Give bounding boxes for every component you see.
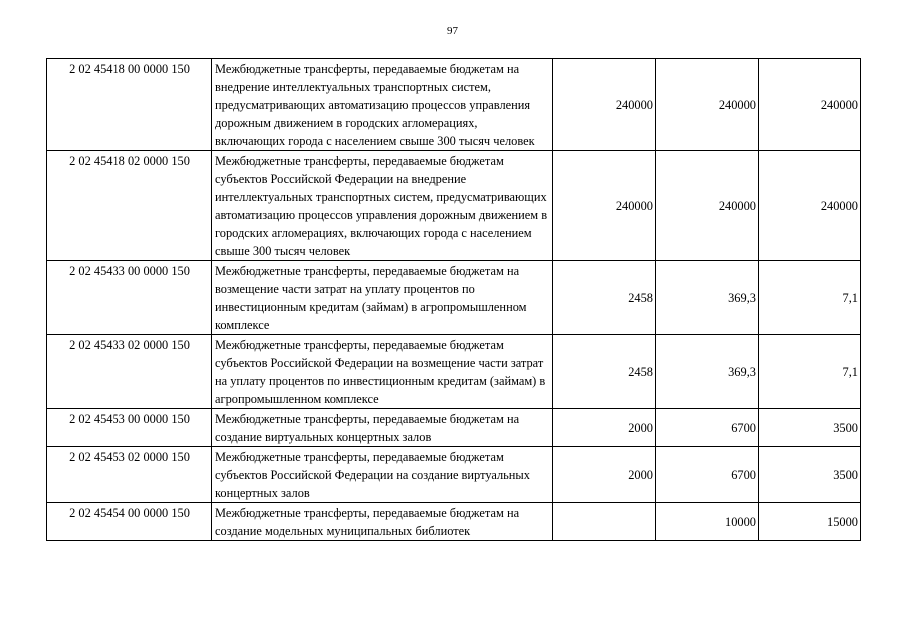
amount-year-1-cell: 2458 — [553, 335, 656, 409]
budget-code-cell: 2 02 45433 02 0000 150 — [47, 335, 212, 409]
amount-year-2-cell: 369,3 — [656, 261, 759, 335]
budget-code-cell: 2 02 45418 00 0000 150 — [47, 59, 212, 151]
description-cell: Межбюджетные трансферты, передаваемые бюджетам на внедрение интеллектуальных транспортных систем, предусматривающих автоматизацию процессов управления дорожным движением в городских агломерациях, включающих города с населением свыше 300 тысяч человек — [212, 59, 553, 151]
table-row — [47, 409, 861, 447]
amount-year-3-cell: 240000 — [759, 151, 861, 261]
amount-year-2-cell: 240000 — [656, 59, 759, 151]
budget-code-cell: 2 02 45453 00 0000 150 — [47, 409, 212, 447]
amount-year-1-cell: 240000 — [553, 151, 656, 261]
amount-year-1-cell: 240000 — [553, 59, 656, 151]
amount-year-3-cell: 7,1 — [759, 335, 861, 409]
budget-revenue-table — [46, 58, 861, 541]
budget-code-cell: 2 02 45418 02 0000 150 — [47, 151, 212, 261]
budget-code-cell: 2 02 45433 00 0000 150 — [47, 261, 212, 335]
amount-year-2-cell: 6700 — [656, 409, 759, 447]
amount-year-2-cell: 240000 — [656, 151, 759, 261]
amount-year-2-cell: 369,3 — [656, 335, 759, 409]
description-cell: Межбюджетные трансферты, передаваемые бюджетам на возмещение части затрат на уплату процентов по инвестиционным кредитам (займам) в агропромышленном комплексе — [212, 261, 553, 335]
amount-year-2-cell: 6700 — [656, 447, 759, 503]
amount-year-3-cell: 15000 — [759, 503, 861, 541]
table-row — [47, 335, 861, 409]
amount-year-2-cell: 10000 — [656, 503, 759, 541]
budget-code-cell: 2 02 45454 00 0000 150 — [47, 503, 212, 541]
budget-code-cell: 2 02 45453 02 0000 150 — [47, 447, 212, 503]
table-row — [47, 59, 861, 151]
amount-year-3-cell: 7,1 — [759, 261, 861, 335]
description-cell: Межбюджетные трансферты, передаваемые бюджетам субъектов Российской Федерации на возмещение части затрат на уплату процентов по инвестиционным кредитам (займам) в агропромышленном комплексе — [212, 335, 553, 409]
amount-year-3-cell: 3500 — [759, 409, 861, 447]
description-cell: Межбюджетные трансферты, передаваемые бюджетам субъектов Российской Федерации на создание виртуальных концертных залов — [212, 447, 553, 503]
description-cell: Межбюджетные трансферты, передаваемые бюджетам на создание модельных муниципальных библиотек — [212, 503, 553, 541]
table-row — [47, 503, 861, 541]
amount-year-1-cell: 2000 — [553, 409, 656, 447]
table-row — [47, 261, 861, 335]
table-row — [47, 447, 861, 503]
amount-year-1-cell: 2458 — [553, 261, 656, 335]
page-number: 97 — [447, 25, 458, 37]
amount-year-1-cell: 2000 — [553, 447, 656, 503]
amount-year-1-cell — [553, 503, 656, 541]
amount-year-3-cell: 3500 — [759, 447, 861, 503]
amount-year-3-cell: 240000 — [759, 59, 861, 151]
description-cell: Межбюджетные трансферты, передаваемые бюджетам субъектов Российской Федерации на внедрение интеллектуальных транспортных систем, предусматривающих автоматизацию процессов управления дорожным движением в городских агломерациях, включающих города с населением свыше 300 тысяч человек — [212, 151, 553, 261]
table-row — [47, 151, 861, 261]
description-cell: Межбюджетные трансферты, передаваемые бюджетам на создание виртуальных концертных залов — [212, 409, 553, 447]
